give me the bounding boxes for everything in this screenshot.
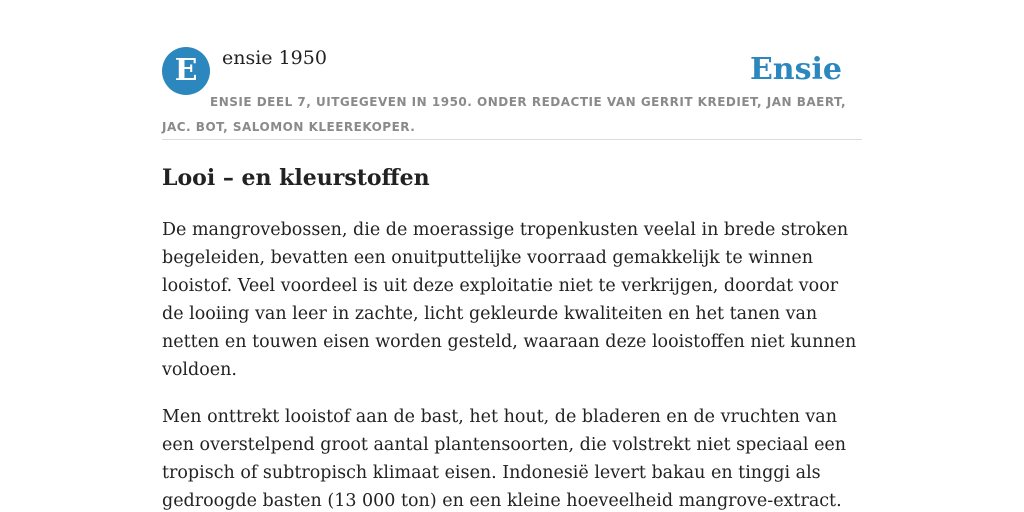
- paragraph: De mangrovebossen, die de moerassige tropenkusten veelal in brede stroken begeleiden, bevatten een onuitputtelijke voorraad gemakkelijk te winnen looistof. Veel voordeel is uit deze exploitatie niet te verkrijgen, doordat voor de looiing van leer in zachte, licht gekleurde kwaliteiten en het tanen van netten en touwen eisen worden gesteld, waaraan deze looistoffen niet kunnen voldoen.: [162, 220, 857, 380]
- article-title: Looi – en kleurstoffen: [162, 165, 430, 191]
- source-meta: ENSIE DEEL 7, UITGEGEVEN IN 1950. ONDER REDACTIE VAN GERRIT KREDIET, JAN BAERT, JAC. BOT, SALOMON KLEEREKOPER.: [162, 95, 847, 134]
- header: [162, 46, 862, 140]
- brand-logo[interactable]: Ensie: [749, 52, 842, 87]
- article-body: [162, 216, 862, 512]
- source-title[interactable]: ensie 1950: [222, 47, 327, 69]
- paragraph: Men onttrekt looistof aan de bast, het hout, de bladeren en de vruchten van een overstelpend groot aantal plantensoorten, die volstrekt niet speciaal een tropisch of subtropisch klimaat eisen. Indonesië levert bakau en tinggi als gedroogde basten (13 000 ton) en een kleine hoeveelheid mangrove-extract.: [162, 407, 847, 511]
- ensie-logo-icon[interactable]: E: [162, 47, 210, 95]
